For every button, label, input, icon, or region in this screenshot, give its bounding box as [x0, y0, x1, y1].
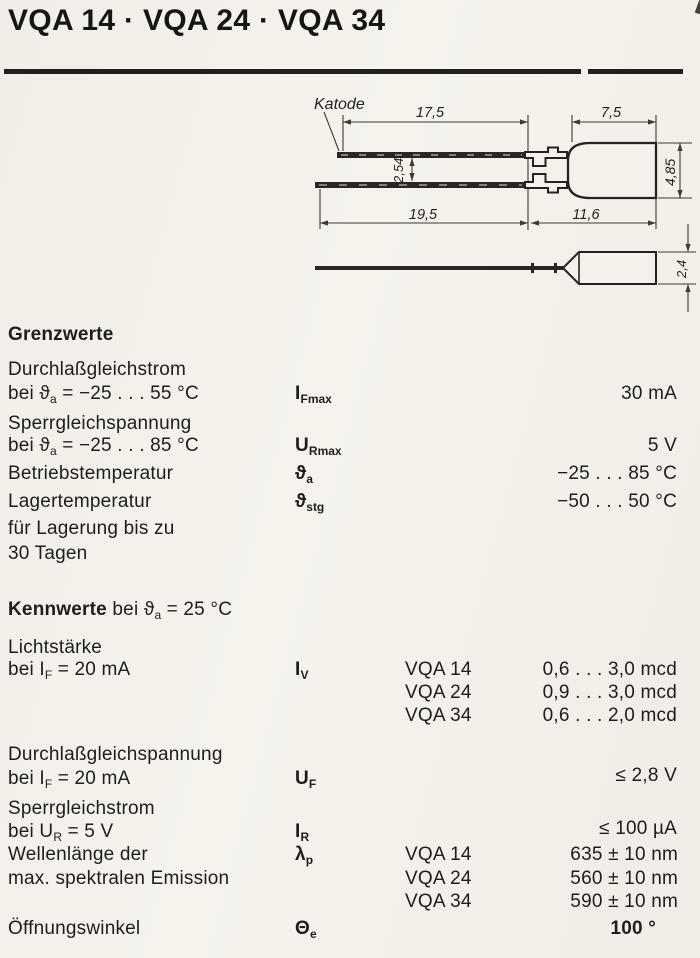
model-name: VQA 14 [405, 659, 472, 680]
param-label-cont: 30 Tagen [8, 543, 88, 564]
param-symbol: $\Theta_e$ [295, 918, 317, 941]
param-value: 590 ± 10 nm [570, 891, 678, 912]
param-value: 0,6 . . . 2,0 mcd [542, 705, 677, 726]
dim-body-thickness-label: 2,4 [674, 259, 689, 278]
param-label: Durchlaßgleichstrom [8, 359, 187, 380]
param-value: 0,6 . . . 3,0 mcd [542, 659, 677, 680]
param-symbol: $U_{Rmax}$ [295, 435, 342, 458]
param-label: Öffnungswinkel [8, 918, 141, 939]
param-symbol: $U_F$ [295, 768, 317, 791]
model-name: VQA 34 [405, 891, 472, 912]
param-value: −50 . . . 50 °C [557, 491, 677, 512]
model-name: VQA 14 [405, 844, 472, 865]
led-side-view [315, 143, 656, 198]
param-condition: bei $U_R = 5$ V [8, 821, 114, 844]
param-label: Durchlaßgleichspannung [8, 744, 223, 765]
param-label: Betriebstemperatur [8, 463, 174, 484]
header-rule-segment [588, 69, 683, 74]
param-symbol: $I_V$ [295, 659, 309, 682]
param-label: Sperrgleichstrom [8, 798, 155, 819]
section-heading-grenzwerte: Grenzwerte [8, 324, 114, 345]
param-value: 30 mA [621, 383, 677, 404]
param-condition: bei $I_F = 20$ mA [8, 768, 131, 791]
param-symbol: $ϑ_{stg}$ [295, 491, 325, 514]
param-label: Lagertemperatur [8, 491, 152, 512]
led-edge-view [315, 252, 656, 284]
param-label: Lichtstärke [8, 637, 103, 658]
dim-cap-label: 7,5 [600, 105, 622, 121]
param-symbol: $I_R$ [295, 821, 310, 844]
header-rule [4, 69, 581, 74]
dim-top-lead-label: 17,5 [415, 105, 445, 121]
dim-body-length-label: 11,6 [572, 207, 600, 223]
param-label-cont: max. spektralen Emission [8, 868, 230, 889]
param-value: ≤ 2,8 V [615, 765, 677, 786]
scan-corner-mark [695, 0, 700, 14]
param-value: 635 ± 10 nm [570, 844, 678, 865]
page-title: VQA 14 · VQA 24 · VQA 34 [8, 4, 386, 37]
param-condition: bei $I_F = 20$ mA [8, 659, 131, 682]
param-condition: bei $ϑ_a = -25$ . . . 85 °C [8, 435, 199, 458]
model-name: VQA 34 [405, 705, 472, 726]
dim-body-diameter-label: 4,85 [662, 158, 678, 186]
param-value: 5 V [647, 435, 677, 456]
model-name: VQA 24 [405, 868, 472, 889]
param-symbol: $\lambda_p$ [295, 844, 314, 867]
model-name: VQA 24 [405, 682, 472, 703]
param-value: 0,9 . . . 3,0 mcd [542, 682, 677, 703]
param-label-cont: für Lagerung bis zu [8, 518, 175, 539]
param-value: 100 ° [610, 918, 656, 939]
dim-bottom-lead-label: 19,5 [408, 207, 438, 223]
param-value: −25 . . . 85 °C [557, 463, 677, 484]
param-value: ≤ 100 µA [599, 818, 677, 839]
param-value: 560 ± 10 nm [570, 868, 678, 889]
param-label: Sperrgleichspannung [8, 413, 192, 434]
led-dimension-drawing [300, 90, 700, 322]
section-heading-kennwerte: Kennwerte bei $ϑ_a = 25$ °C [8, 599, 233, 622]
cathode-label: Katode [314, 96, 365, 113]
param-symbol: $ϑ_a$ [295, 463, 313, 486]
param-label: Wellenlänge der [8, 844, 148, 865]
param-condition: bei $ϑ_a = -25$ . . . 55 °C [8, 383, 199, 406]
dim-lead-spacing-label: 2,54 [391, 157, 406, 183]
param-symbol: $I_{Fmax}$ [295, 383, 332, 406]
